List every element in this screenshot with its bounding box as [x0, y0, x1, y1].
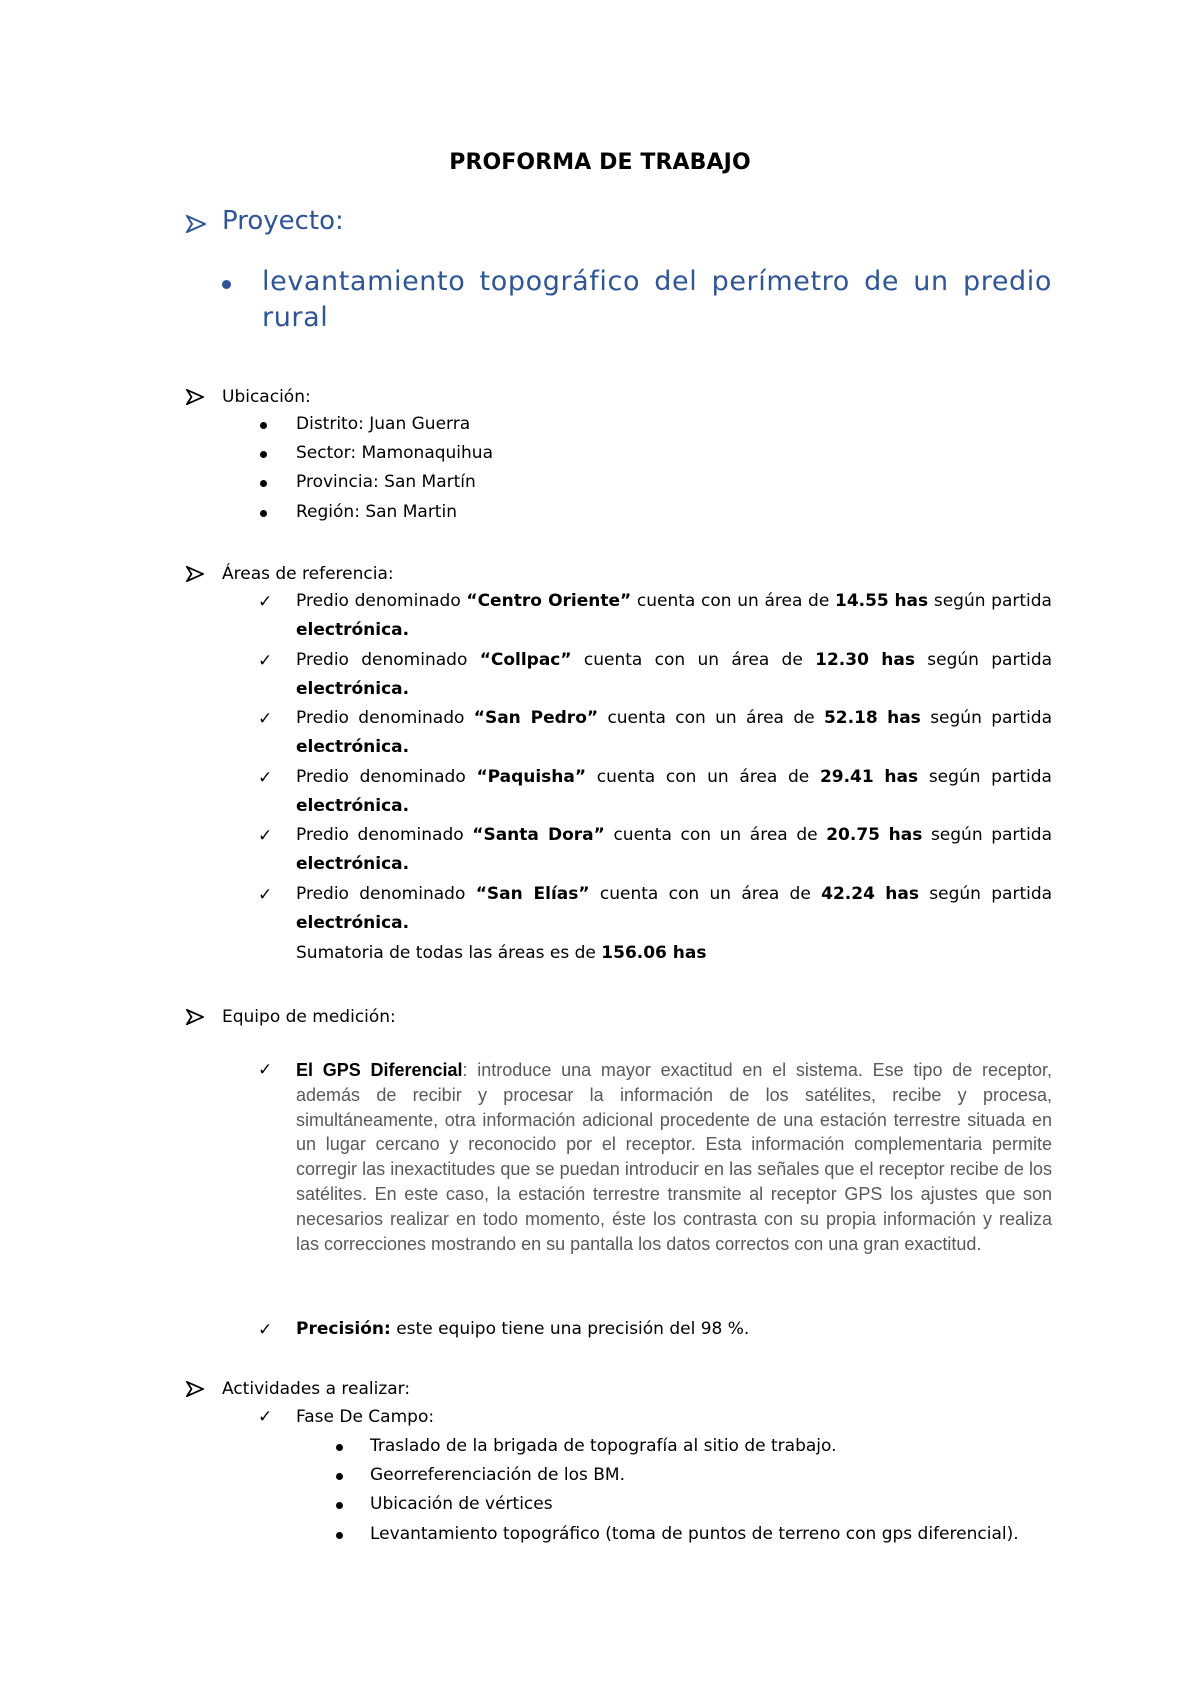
- checkmark-icon: ✓: [258, 651, 273, 671]
- arrow-bullet-icon: [186, 1009, 204, 1027]
- location-item: Sector: Mamonaquihua: [296, 443, 493, 463]
- reference-area-item: Predio denominado “Paquisha” cuenta con un área de 29.41 has según partida electrónica.: [296, 767, 1052, 816]
- activities-label: Actividades a realizar:: [222, 1379, 411, 1399]
- checkmark-icon: ✓: [258, 885, 273, 905]
- bullet-icon: [260, 422, 267, 429]
- location-item: Región: San Martin: [296, 502, 457, 522]
- project-description: levantamiento topográfico del perímetro de un predio rural: [262, 266, 1052, 333]
- bullet-icon: [336, 1444, 343, 1451]
- project-label: Proyecto:: [222, 206, 344, 236]
- precision-line: Precisión: este equipo tiene una precisión del 98 %.: [296, 1319, 750, 1339]
- reference-areas-label: Áreas de referencia:: [222, 564, 394, 584]
- checkmark-icon: ✓: [258, 709, 273, 729]
- areas-sum: Sumatoria de todas las áreas es de 156.06 has: [296, 943, 707, 963]
- checkmark-icon: ✓: [258, 592, 273, 612]
- checkmark-icon: ✓: [258, 826, 273, 846]
- activity-item: Traslado de la brigada de topografía al sitio de trabajo.: [370, 1436, 837, 1456]
- activity-item: Georreferenciación de los BM.: [370, 1465, 625, 1485]
- reference-area-item: Predio denominado “San Elías” cuenta con un área de 42.24 has según partida electrónica.: [296, 884, 1053, 933]
- bullet-icon: [260, 451, 267, 458]
- bullet-icon: [336, 1532, 343, 1539]
- activity-item: Ubicación de vértices: [370, 1494, 553, 1514]
- reference-area-item: Predio denominado “San Pedro” cuenta con un área de 52.18 has según partida electrónica.: [296, 708, 1053, 757]
- bullet-icon: [222, 280, 231, 289]
- bullet-icon: [336, 1473, 343, 1480]
- location-item: Provincia: San Martín: [296, 472, 476, 492]
- bullet-icon: [260, 480, 267, 487]
- arrow-bullet-icon: [186, 389, 204, 407]
- checkmark-icon: ✓: [258, 1060, 273, 1080]
- bullet-icon: [336, 1502, 343, 1509]
- checkmark-icon: ✓: [258, 1320, 273, 1340]
- field-phase-label: Fase De Campo:: [296, 1407, 435, 1427]
- arrow-bullet-icon: [186, 215, 204, 233]
- location-item: Distrito: Juan Guerra: [296, 414, 471, 434]
- reference-area-item: Predio denominado “Centro Oriente” cuenta con un área de 14.55 has según partida electrónica.: [296, 591, 1052, 640]
- gps-description: El GPS Diferencial: introduce una mayor exactitud en el sistema. Ese tipo de receptor, además de recibir y procesar la información de los satélites, recibe y procesa, simultáneamente, otra información adicional procedente de una estación terrestre situada en un lugar cercano y reconocido por el receptor. Esta información complementaria permite corregir las inexactitudes que se puedan introducir en las señales que el receptor recibe de los satélites. En este caso, la estación terrestre transmite al receptor GPS los ajustes que son necesarios realizar en todo momento, éste los contrasta con su propia información y realiza las correcciones mostrando en su pantalla los datos correctos con una gran exactitud.: [296, 1060, 1052, 1254]
- arrow-bullet-icon: [186, 1381, 204, 1399]
- reference-area-item: Predio denominado “Collpac” cuenta con un área de 12.30 has según partida electrónica.: [296, 650, 1053, 699]
- equipment-label: Equipo de medición:: [222, 1007, 396, 1027]
- document-title: PROFORMA DE TRABAJO: [449, 150, 751, 175]
- bullet-icon: [260, 510, 267, 517]
- checkmark-icon: ✓: [258, 768, 273, 788]
- checkmark-icon: ✓: [258, 1407, 273, 1427]
- arrow-bullet-icon: [186, 566, 204, 584]
- reference-area-item: Predio denominado “Santa Dora” cuenta con un área de 20.75 has según partida electrónica.: [296, 825, 1053, 874]
- location-label: Ubicación:: [222, 387, 311, 407]
- activity-item: Levantamiento topográfico (toma de puntos de terreno con gps diferencial).: [370, 1524, 1019, 1544]
